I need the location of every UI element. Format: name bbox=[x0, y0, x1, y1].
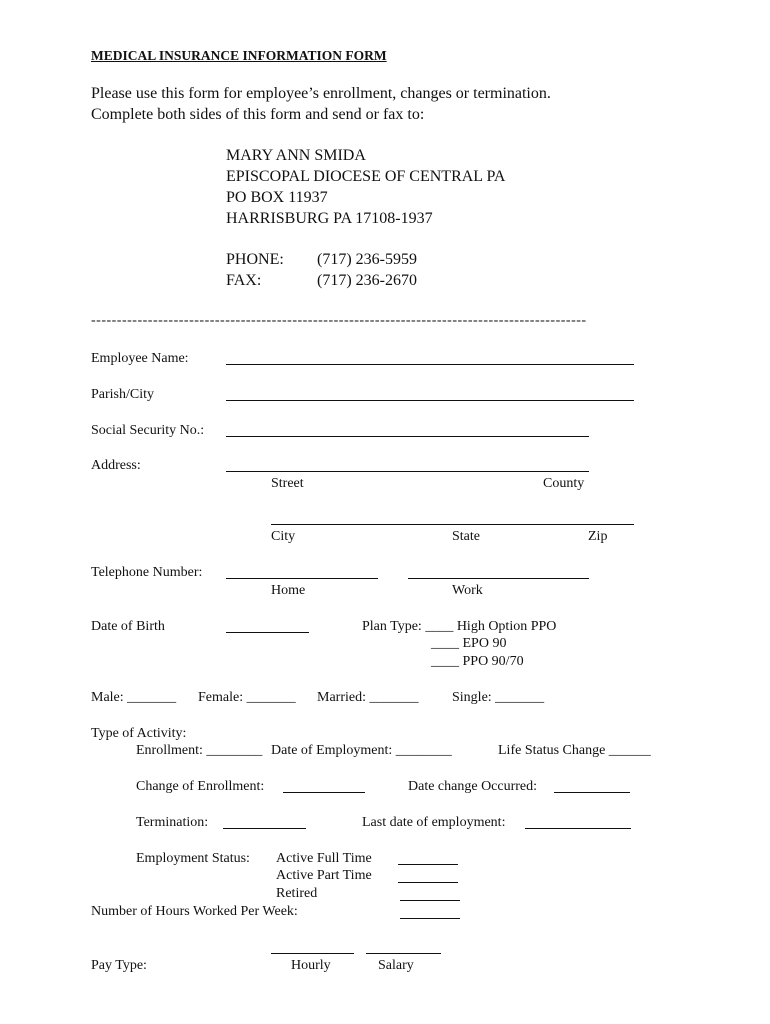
work-phone-field[interactable] bbox=[408, 578, 589, 579]
city-caption: City bbox=[271, 529, 296, 544]
home-phone-field[interactable] bbox=[226, 578, 378, 579]
active-part-time-field[interactable] bbox=[398, 882, 458, 883]
ssn-label: Social Security No.: bbox=[91, 423, 205, 438]
street-caption: Street bbox=[271, 476, 304, 491]
salary-field[interactable] bbox=[366, 953, 441, 954]
intro-line-1: Please use this form for employee’s enrollment, changes or termination. bbox=[91, 85, 551, 102]
zip-caption: Zip bbox=[588, 529, 608, 544]
work-caption: Work bbox=[452, 583, 483, 598]
female-field[interactable]: Female: _______ bbox=[198, 690, 296, 705]
active-full-time-field[interactable] bbox=[398, 864, 458, 865]
hours-field[interactable] bbox=[400, 918, 460, 919]
employee-name-label: Employee Name: bbox=[91, 351, 189, 366]
dashed-divider: ------------------------------------------------------------------------------------------------ bbox=[91, 313, 587, 328]
last-date-label: Last date of employment: bbox=[362, 815, 506, 830]
home-caption: Home bbox=[271, 583, 306, 598]
date-change-label: Date change Occurred: bbox=[408, 779, 538, 794]
date-of-employment-field[interactable]: Date of Employment: ________ bbox=[271, 743, 452, 758]
county-caption: County bbox=[543, 476, 585, 491]
activity-heading: Type of Activity: bbox=[91, 726, 187, 741]
intro-line-2: Complete both sides of this form and send or fax to: bbox=[91, 106, 425, 123]
single-field[interactable]: Single: _______ bbox=[452, 690, 545, 705]
termination-field[interactable] bbox=[223, 828, 306, 829]
married-field[interactable]: Married: _______ bbox=[317, 690, 419, 705]
state-caption: State bbox=[452, 529, 480, 544]
hours-label: Number of Hours Worked Per Week: bbox=[91, 904, 298, 919]
plan-type-ppo[interactable]: ____ PPO 90/70 bbox=[431, 654, 524, 669]
parish-city-field[interactable] bbox=[226, 400, 634, 401]
contact-city: HARRISBURG PA 17108-1937 bbox=[226, 210, 433, 227]
form-title: MEDICAL INSURANCE INFORMATION FORM bbox=[91, 48, 387, 63]
dob-label: Date of Birth bbox=[91, 619, 165, 634]
termination-label: Termination: bbox=[136, 815, 209, 830]
employee-name-field[interactable] bbox=[226, 364, 634, 365]
phone-label: PHONE: bbox=[226, 251, 284, 268]
active-full-time-label: Active Full Time bbox=[276, 851, 372, 866]
address-label: Address: bbox=[91, 458, 141, 473]
parish-city-label: Parish/City bbox=[91, 387, 155, 402]
active-part-time-label: Active Part Time bbox=[276, 868, 372, 883]
retired-field[interactable] bbox=[400, 900, 460, 901]
date-change-field[interactable] bbox=[554, 792, 630, 793]
change-enrollment-label: Change of Enrollment: bbox=[136, 779, 265, 794]
change-enrollment-field[interactable] bbox=[283, 792, 365, 793]
telephone-label: Telephone Number: bbox=[91, 565, 203, 580]
contact-pobox: PO BOX 11937 bbox=[226, 189, 328, 206]
plan-type-epo[interactable]: ____ EPO 90 bbox=[431, 636, 507, 651]
fax-label: FAX: bbox=[226, 272, 262, 289]
street-county-field[interactable] bbox=[226, 471, 589, 472]
hourly-field[interactable] bbox=[271, 953, 354, 954]
male-field[interactable]: Male: _______ bbox=[91, 690, 177, 705]
plan-type-high-option[interactable]: Plan Type: ____ High Option PPO bbox=[362, 619, 557, 634]
hourly-caption: Hourly bbox=[291, 958, 331, 973]
enrollment-field[interactable]: Enrollment: ________ bbox=[136, 743, 263, 758]
retired-label: Retired bbox=[276, 886, 318, 901]
dob-field[interactable] bbox=[226, 632, 309, 633]
contact-org: EPISCOPAL DIOCESE OF CENTRAL PA bbox=[226, 168, 506, 185]
fax-number: (717) 236-2670 bbox=[317, 272, 417, 289]
contact-name: MARY ANN SMIDA bbox=[226, 147, 366, 164]
ssn-field[interactable] bbox=[226, 436, 589, 437]
salary-caption: Salary bbox=[378, 958, 414, 973]
city-state-zip-field[interactable] bbox=[271, 524, 634, 525]
phone-number: (717) 236-5959 bbox=[317, 251, 417, 268]
life-status-change-field[interactable]: Life Status Change ______ bbox=[498, 743, 651, 758]
last-date-field[interactable] bbox=[525, 828, 631, 829]
employment-status-label: Employment Status: bbox=[136, 851, 250, 866]
pay-type-label: Pay Type: bbox=[91, 958, 147, 973]
